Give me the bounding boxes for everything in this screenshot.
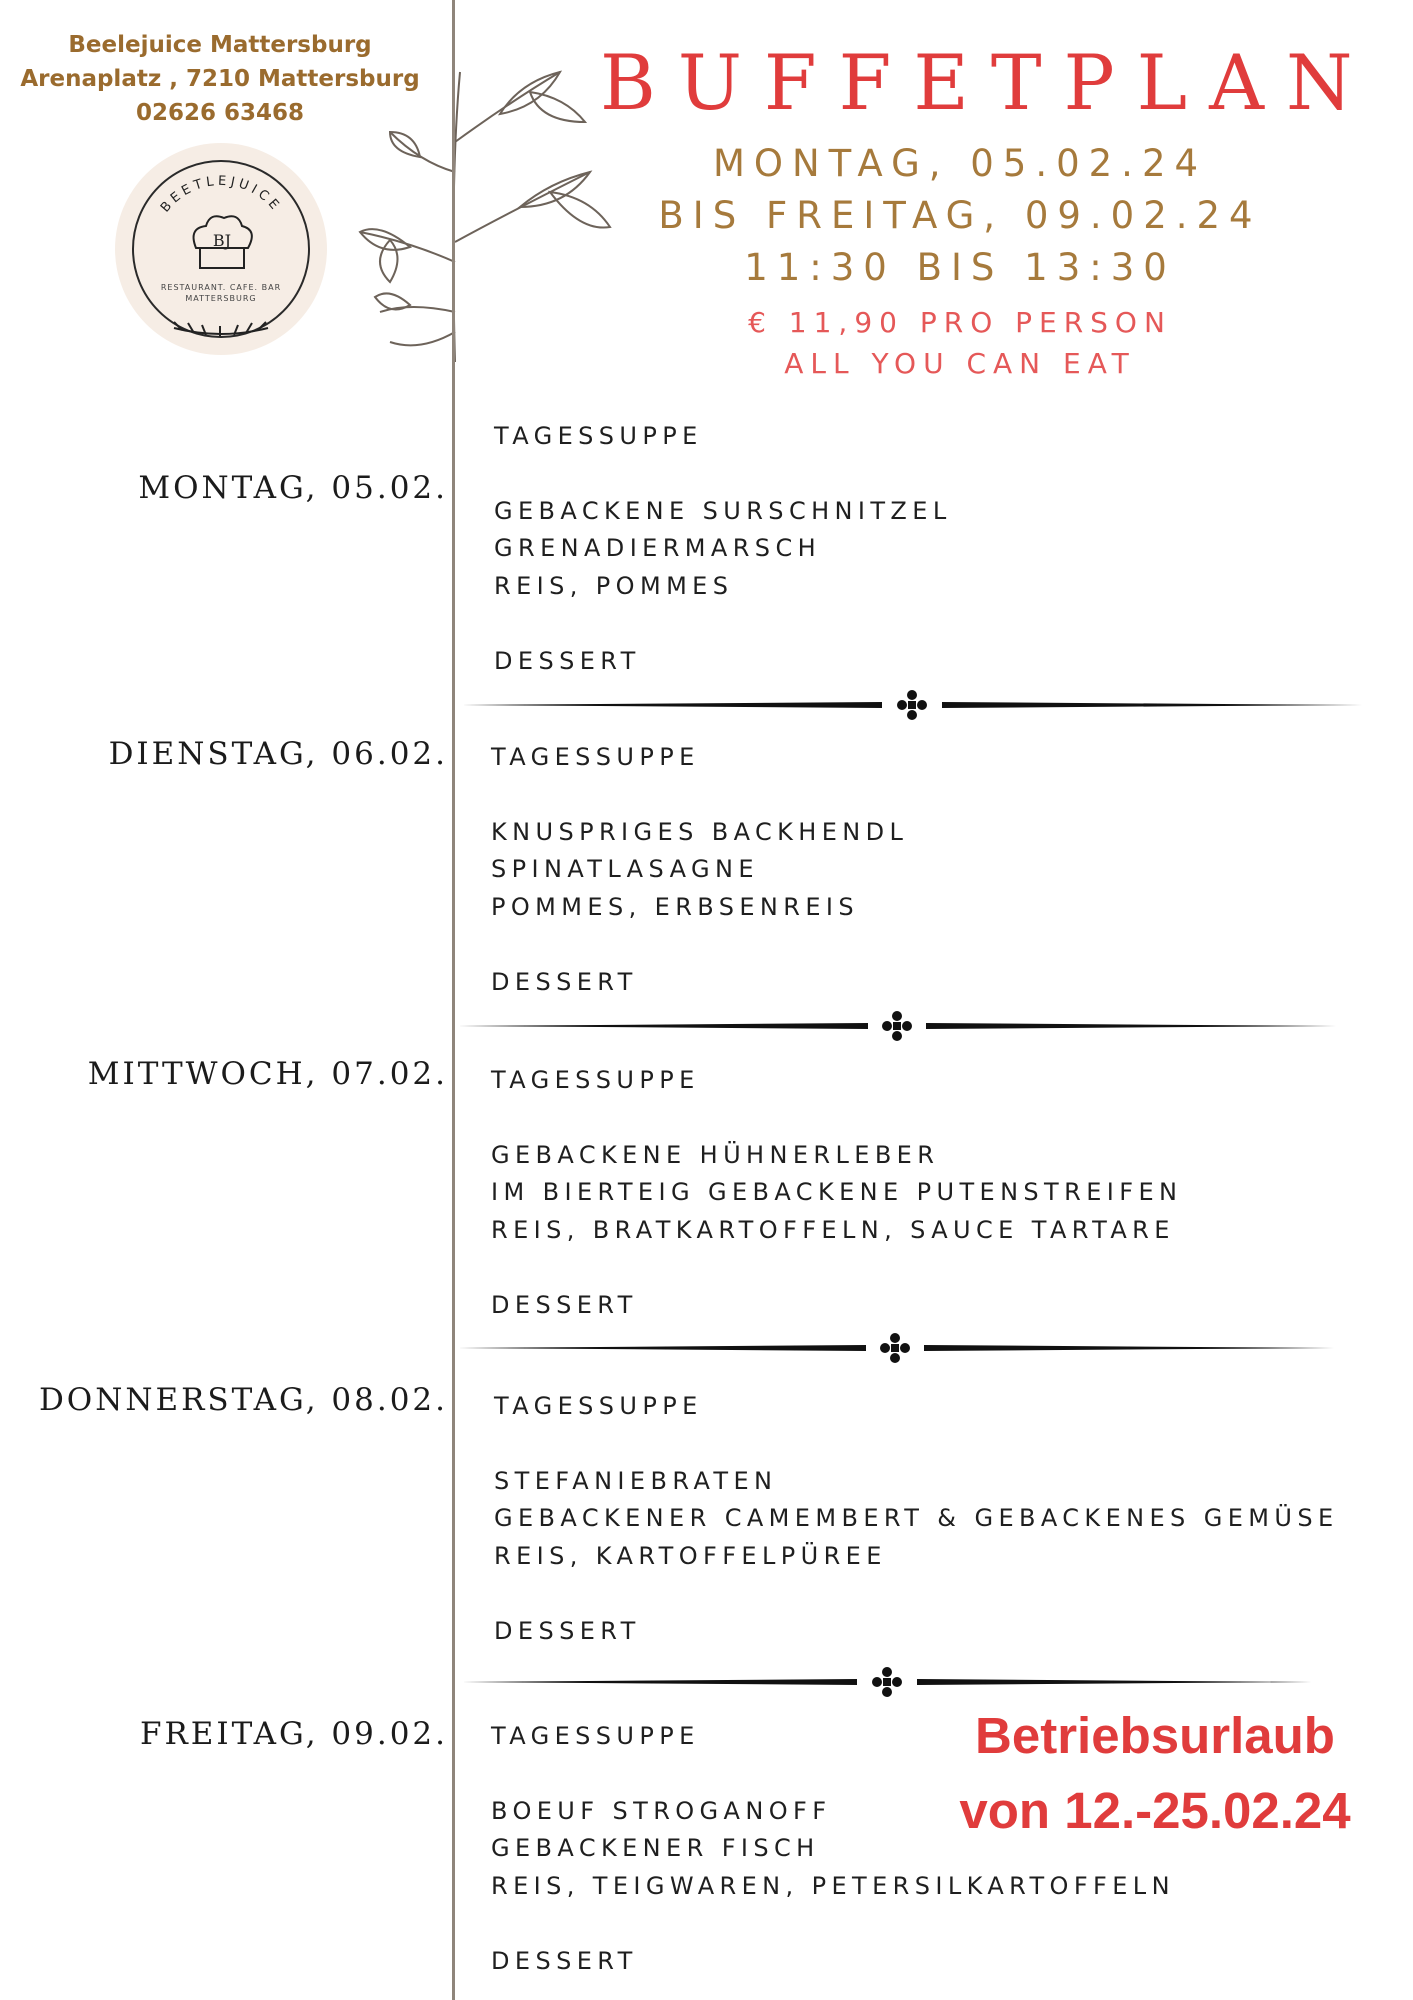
menu-main: STEFANIEBRATEN — [494, 1467, 778, 1495]
menu-soup: TAGESSUPPE — [494, 422, 703, 450]
page-title: BUFFETPLAN — [600, 38, 1375, 127]
menu-main: GRENADIERMARSCH — [494, 534, 822, 562]
restaurant-name: Beelejuice Mattersburg — [68, 32, 372, 58]
price: € 11,90 PRO PERSON — [748, 306, 1172, 339]
restaurant-phone: 02626 63468 — [135, 100, 305, 126]
leaf-branch-icon — [350, 62, 620, 372]
restaurant-address: Arenaplatz , 7210 Mattersburg — [20, 66, 420, 92]
menu-soup: TAGESSUPPE — [491, 1066, 700, 1094]
menu-dessert: DESSERT — [491, 1947, 638, 1975]
logo-location: MATTERSBURG — [185, 294, 257, 303]
menu-main: REIS, KARTOFFELPÜREE — [494, 1542, 887, 1570]
menu-main: IM BIERTEIG GEBACKENE PUTENSTREIFEN — [491, 1178, 1183, 1206]
menu-main: SPINATLASAGNE — [491, 855, 759, 883]
menu-dessert: DESSERT — [491, 968, 638, 996]
vertical-divider — [452, 0, 455, 2000]
menu-main: REIS, POMMES — [494, 572, 734, 600]
date-to: BIS FREITAG, 09.02.24 — [658, 194, 1262, 237]
menu-main: GEBACKENER CAMEMBERT & GEBACKENES GEMÜSE — [494, 1504, 1339, 1532]
holiday-notice-dates: von 12.-25.02.24 — [959, 1782, 1351, 1839]
menu-dessert: DESSERT — [494, 647, 641, 675]
day-label-thursday: DONNERSTAG, 08.02. — [38, 1382, 448, 1418]
day-label-tuesday: DIENSTAG, 06.02. — [108, 736, 448, 772]
ornament-divider — [458, 1333, 1334, 1363]
logo-tagline: RESTAURANT. CAFE. BAR — [160, 283, 282, 292]
logo-monogram: BJ — [212, 231, 232, 250]
day-label-friday: FREITAG, 09.02. — [139, 1716, 448, 1752]
ornament-divider — [462, 690, 1362, 720]
menu-main: KNUSPRIGES BACKHENDL — [491, 818, 909, 846]
menu-main: GEBACKENE HÜHNERLEBER — [491, 1141, 940, 1169]
menu-main: GEBACKENER FISCH — [491, 1834, 820, 1862]
date-from: MONTAG, 05.02.24 — [712, 142, 1208, 185]
ornament-divider — [462, 1667, 1312, 1697]
day-label-monday: MONTAG, 05.02. — [138, 470, 448, 506]
menu-main: REIS, BRATKARTOFFELN, SAUCE TARTARE — [491, 1216, 1175, 1244]
menu-soup: TAGESSUPPE — [494, 1392, 703, 1420]
menu-main: POMMES, ERBSENREIS — [491, 893, 860, 921]
menu-main: BOEUF STROGANOFF — [491, 1797, 832, 1825]
menu-main: REIS, TEIGWAREN, PETERSILKARTOFFELN — [491, 1872, 1175, 1900]
offer: ALL YOU CAN EAT — [784, 347, 1136, 380]
menu-dessert: DESSERT — [494, 1617, 641, 1645]
ornament-divider — [458, 1011, 1336, 1041]
beetlejuice-logo — [112, 140, 330, 358]
serving-time: 11:30 BIS 13:30 — [744, 246, 1176, 289]
menu-soup: TAGESSUPPE — [491, 743, 700, 771]
menu-main: GEBACKENE SURSCHNITZEL — [494, 497, 952, 525]
menu-soup: TAGESSUPPE — [491, 1722, 700, 1750]
menu-dessert: DESSERT — [491, 1291, 638, 1319]
holiday-notice-title: Betriebsurlaub — [975, 1707, 1335, 1764]
day-label-wednesday: MITTWOCH, 07.02. — [87, 1056, 448, 1092]
logo-brand: BEETLEJUICE — [157, 173, 285, 216]
